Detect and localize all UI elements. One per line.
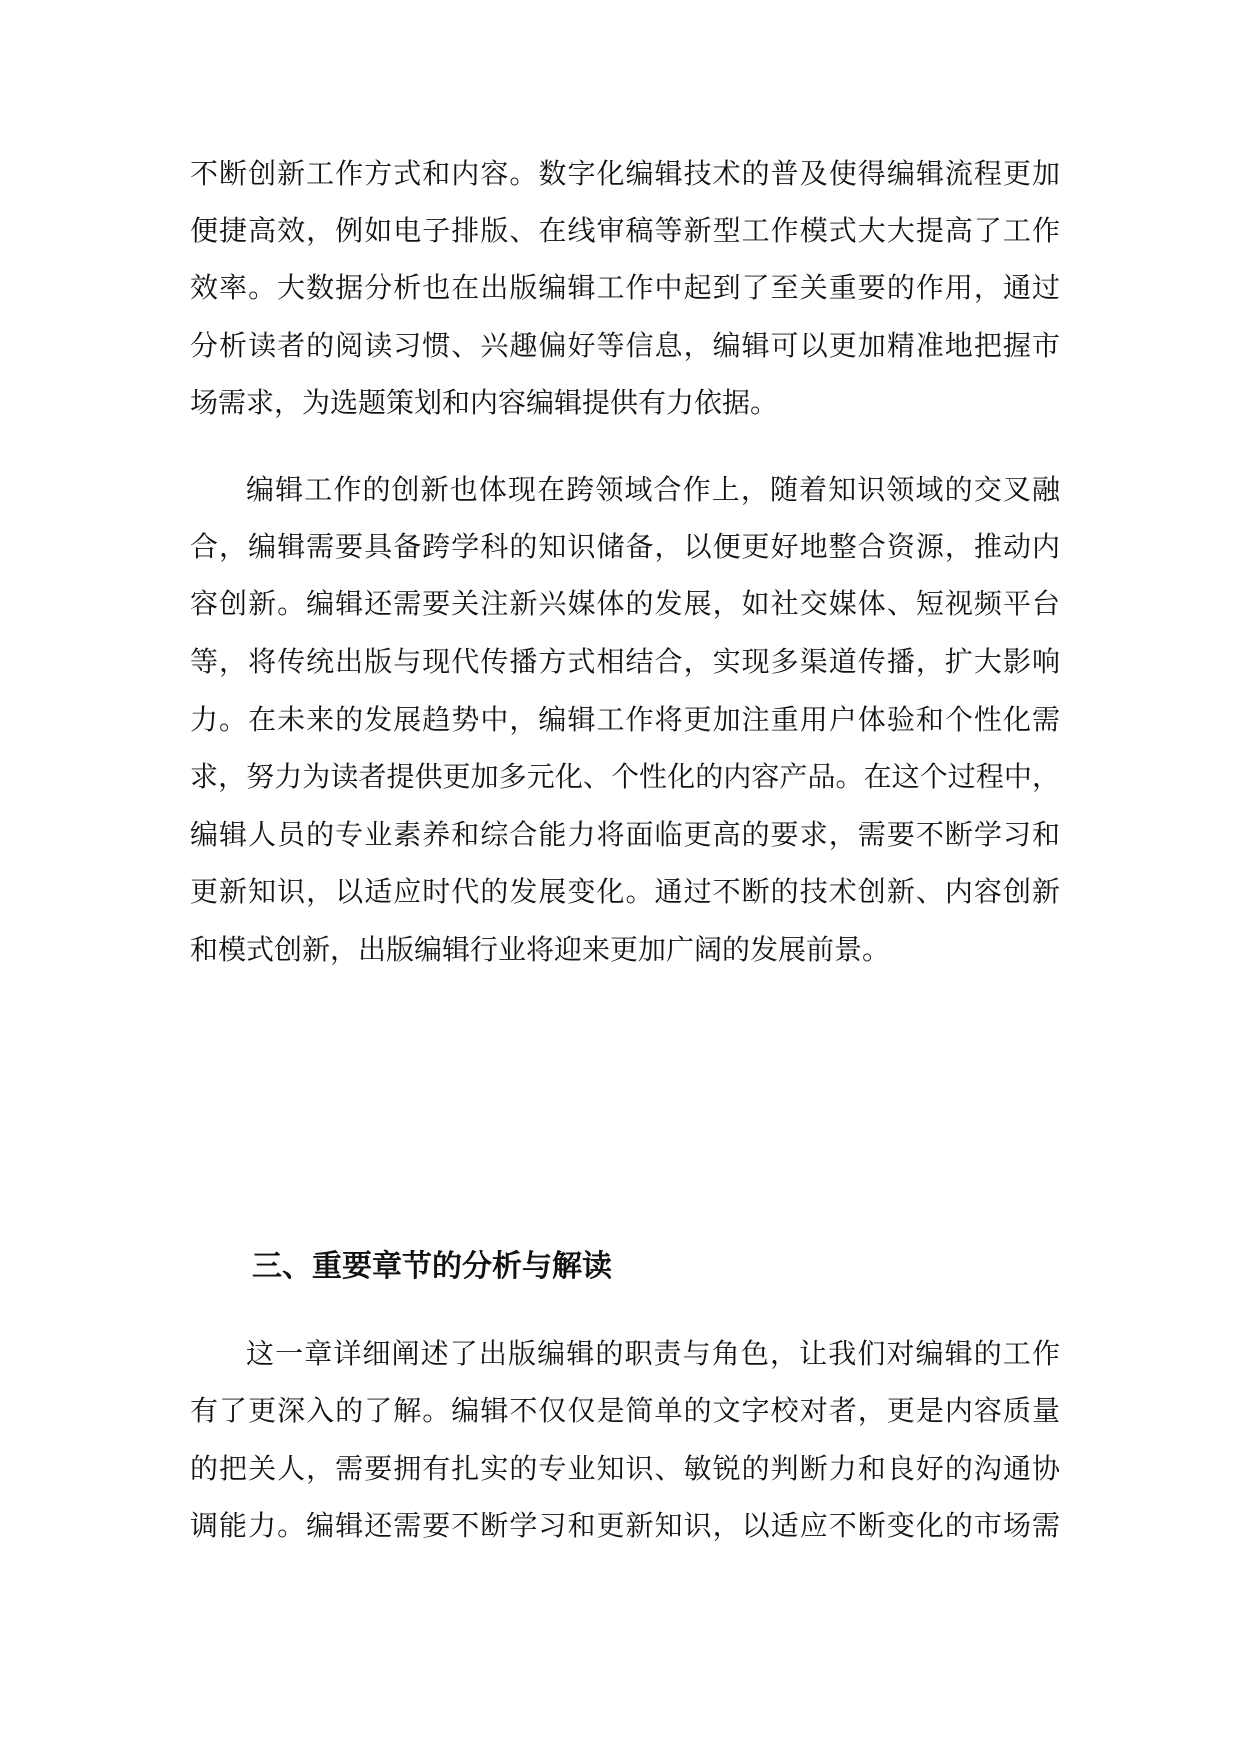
- paragraph-line: 便捷高效，例如电子排版、在线审稿等新型工作模式大大提高了工作: [190, 214, 1060, 247]
- paragraph-line: 有了更深入的了解。编辑不仅仅是简单的文字校对者，更是内容质量: [190, 1394, 1060, 1427]
- paragraph-line: 等，将传统出版与现代传播方式相结合，实现多渠道传播，扩大影响: [190, 645, 1060, 678]
- paragraph-line: 容创新。编辑还需要关注新兴媒体的发展，如社交媒体、短视频平台: [190, 587, 1060, 620]
- paragraph-line: 更新知识，以适应时代的发展变化。通过不断的技术创新、内容创新: [190, 875, 1060, 908]
- paragraph-line: 的把关人，需要拥有扎实的专业知识、敏锐的判断力和良好的沟通协: [190, 1452, 1060, 1485]
- paragraph-line: 编辑人员的专业素养和综合能力将面临更高的要求，需要不断学习和: [190, 818, 1060, 851]
- paragraph-line: 分析读者的阅读习惯、兴趣偏好等信息，编辑可以更加精准地把握市: [190, 329, 1060, 362]
- paragraph-line: 这一章详细阐述了出版编辑的职责与角色，让我们对编辑的工作: [246, 1337, 1060, 1370]
- paragraph-line: 调能力。编辑还需要不断学习和更新知识，以适应不断变化的市场需: [190, 1509, 1060, 1542]
- paragraph-line: 合，编辑需要具备跨学科的知识储备，以便更好地整合资源，推动内: [190, 530, 1060, 563]
- paragraph-line: 和模式创新，出版编辑行业将迎来更加广阔的发展前景。: [190, 933, 891, 966]
- paragraph-line: 不断创新工作方式和内容。数字化编辑技术的普及使得编辑流程更加: [190, 157, 1060, 190]
- section-heading: 三、重要章节的分析与解读: [252, 1249, 612, 1284]
- paragraph-line: 力。在未来的发展趋势中，编辑工作将更加注重用户体验和个性化需: [190, 703, 1060, 736]
- paragraph-line: 效率。大数据分析也在出版编辑工作中起到了至关重要的作用，通过: [190, 271, 1060, 304]
- paragraph-line: 编辑工作的创新也体现在跨领域合作上，随着知识领域的交叉融: [246, 473, 1060, 506]
- paragraph-line: 场需求，为选题策划和内容编辑提供有力依据。: [190, 386, 779, 419]
- paragraph-line: 求，努力为读者提供更加多元化、个性化的内容产品。在这个过程中，: [190, 760, 1060, 793]
